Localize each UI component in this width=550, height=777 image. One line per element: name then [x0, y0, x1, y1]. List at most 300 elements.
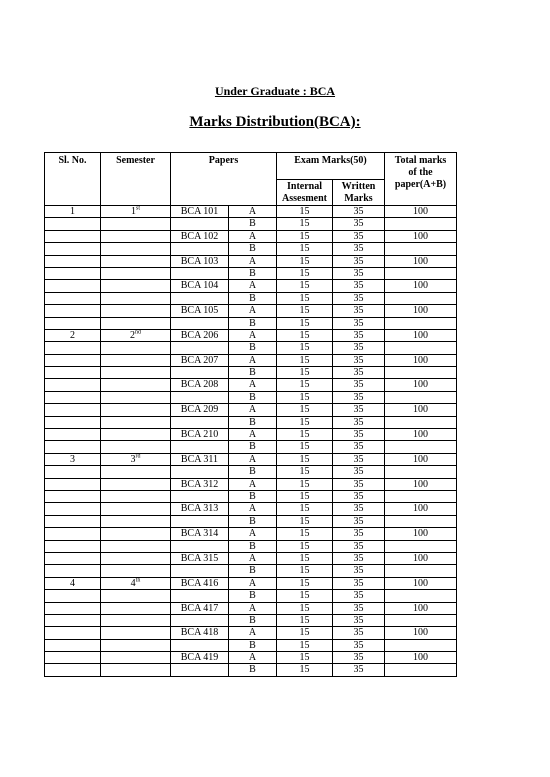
cell-paper-part: B: [229, 664, 277, 676]
cell-internal-marks: 15: [277, 503, 333, 515]
cell-total-marks: [385, 317, 457, 329]
cell-written-marks: 35: [333, 255, 385, 267]
cell-paper-code: BCA 313: [171, 503, 229, 515]
table-row: [45, 379, 457, 391]
cell-paper-code: [171, 515, 229, 527]
table-row: [45, 552, 457, 564]
cell-written-marks: 35: [333, 267, 385, 279]
cell-written-marks: 35: [333, 416, 385, 428]
table-row: [45, 404, 457, 416]
cell-paper-part: B: [229, 515, 277, 527]
table-row: [45, 267, 457, 279]
cell-internal-marks: 15: [277, 404, 333, 416]
cell-sl-no: [45, 342, 101, 354]
cell-semester: [101, 664, 171, 676]
cell-written-marks: 35: [333, 404, 385, 416]
cell-paper-part: B: [229, 639, 277, 651]
cell-paper-code: BCA 312: [171, 478, 229, 490]
cell-internal-marks: 15: [277, 540, 333, 552]
cell-written-marks: 35: [333, 528, 385, 540]
cell-paper-code: BCA 417: [171, 602, 229, 614]
cell-semester: [101, 230, 171, 242]
cell-semester: [101, 391, 171, 403]
cell-paper-code: BCA 418: [171, 627, 229, 639]
cell-paper-code: BCA 416: [171, 577, 229, 589]
table-row: [45, 317, 457, 329]
cell-semester: [101, 206, 171, 218]
cell-internal-marks: 15: [277, 515, 333, 527]
table-row: [45, 441, 457, 453]
cell-total-marks: [385, 664, 457, 676]
cell-written-marks: 35: [333, 652, 385, 664]
header-exam-marks: Exam Marks(50): [277, 153, 385, 180]
cell-sl-no: [45, 664, 101, 676]
cell-semester: [101, 292, 171, 304]
cell-paper-code: BCA 206: [171, 329, 229, 341]
cell-total-marks: [385, 243, 457, 255]
cell-semester: [101, 478, 171, 490]
cell-semester: [101, 515, 171, 527]
cell-internal-marks: 15: [277, 206, 333, 218]
cell-total-marks: [385, 367, 457, 379]
cell-sl-no: [45, 602, 101, 614]
cell-written-marks: 35: [333, 342, 385, 354]
cell-sl-no: [45, 416, 101, 428]
header-written: Written Marks: [333, 180, 385, 206]
cell-paper-code: [171, 466, 229, 478]
cell-paper-code: [171, 391, 229, 403]
cell-total-marks: [385, 639, 457, 651]
cell-paper-part: A: [229, 354, 277, 366]
cell-written-marks: 35: [333, 627, 385, 639]
cell-semester: [101, 528, 171, 540]
cell-paper-part: B: [229, 367, 277, 379]
header-papers: Papers: [171, 153, 277, 206]
cell-total-marks: [385, 441, 457, 453]
cell-sl-no: [45, 292, 101, 304]
cell-paper-part: B: [229, 490, 277, 502]
cell-paper-code: [171, 416, 229, 428]
cell-semester: [101, 329, 171, 341]
cell-total-marks: 100: [385, 453, 457, 465]
cell-paper-part: A: [229, 528, 277, 540]
cell-paper-code: BCA 102: [171, 230, 229, 242]
cell-total-marks: [385, 590, 457, 602]
header-total-marks: Total marks of the paper(A+B): [385, 153, 457, 206]
cell-sl-no: [45, 267, 101, 279]
cell-internal-marks: 15: [277, 429, 333, 441]
cell-sl-no: [45, 441, 101, 453]
cell-sl-no: [45, 478, 101, 490]
cell-total-marks: 100: [385, 379, 457, 391]
cell-paper-code: [171, 590, 229, 602]
cell-total-marks: 100: [385, 305, 457, 317]
cell-paper-code: BCA 105: [171, 305, 229, 317]
cell-paper-code: BCA 210: [171, 429, 229, 441]
semester-ordinal-suffix: th: [135, 577, 141, 584]
cell-paper-code: BCA 208: [171, 379, 229, 391]
semester-number: 1: [130, 206, 136, 217]
cell-written-marks: 35: [333, 367, 385, 379]
cell-semester: [101, 416, 171, 428]
cell-paper-part: B: [229, 565, 277, 577]
cell-sl-no: [45, 218, 101, 230]
cell-semester: [101, 367, 171, 379]
cell-written-marks: 35: [333, 466, 385, 478]
cell-internal-marks: 15: [277, 627, 333, 639]
cell-paper-code: [171, 565, 229, 577]
cell-paper-part: B: [229, 243, 277, 255]
table-row: [45, 429, 457, 441]
cell-semester: [101, 280, 171, 292]
cell-written-marks: 35: [333, 577, 385, 589]
cell-paper-code: BCA 314: [171, 528, 229, 540]
cell-sl-no: [45, 552, 101, 564]
cell-paper-code: BCA 419: [171, 652, 229, 664]
cell-total-marks: [385, 540, 457, 552]
cell-semester: [101, 639, 171, 651]
table-row: [45, 218, 457, 230]
cell-written-marks: 35: [333, 230, 385, 242]
table-row: [45, 367, 457, 379]
cell-semester: [101, 218, 171, 230]
cell-sl-no: [45, 528, 101, 540]
cell-semester: [101, 305, 171, 317]
cell-sl-no: [45, 367, 101, 379]
cell-semester: [101, 429, 171, 441]
cell-semester: [101, 243, 171, 255]
cell-internal-marks: 15: [277, 342, 333, 354]
cell-written-marks: 35: [333, 490, 385, 502]
table-row: [45, 230, 457, 242]
table-row: [45, 329, 457, 341]
cell-written-marks: 35: [333, 218, 385, 230]
heading-text: Under Graduate : BCA: [214, 84, 336, 98]
cell-paper-code: BCA 101: [171, 206, 229, 218]
document-heading: [0, 84, 550, 99]
cell-paper-code: BCA 207: [171, 354, 229, 366]
cell-paper-code: BCA 103: [171, 255, 229, 267]
cell-total-marks: 100: [385, 230, 457, 242]
cell-written-marks: 35: [333, 317, 385, 329]
table-row: [45, 453, 457, 465]
cell-internal-marks: 15: [277, 466, 333, 478]
cell-paper-code: [171, 267, 229, 279]
cell-internal-marks: 15: [277, 416, 333, 428]
cell-written-marks: 35: [333, 602, 385, 614]
cell-written-marks: 35: [333, 540, 385, 552]
cell-paper-part: A: [229, 305, 277, 317]
cell-total-marks: [385, 614, 457, 626]
cell-total-marks: 100: [385, 552, 457, 564]
cell-total-marks: 100: [385, 478, 457, 490]
cell-total-marks: 100: [385, 528, 457, 540]
cell-paper-part: B: [229, 218, 277, 230]
table-row: [45, 416, 457, 428]
cell-semester: [101, 602, 171, 614]
cell-paper-code: BCA 209: [171, 404, 229, 416]
cell-written-marks: 35: [333, 329, 385, 341]
cell-total-marks: [385, 218, 457, 230]
cell-paper-code: [171, 243, 229, 255]
cell-sl-no: [45, 652, 101, 664]
cell-written-marks: 35: [333, 429, 385, 441]
table-row: [45, 602, 457, 614]
marks-distribution-table: [44, 152, 457, 677]
cell-internal-marks: 15: [277, 602, 333, 614]
cell-internal-marks: 15: [277, 243, 333, 255]
cell-sl-no: [45, 639, 101, 651]
cell-written-marks: 35: [333, 664, 385, 676]
cell-paper-part: B: [229, 317, 277, 329]
table-row: [45, 627, 457, 639]
cell-internal-marks: 15: [277, 478, 333, 490]
cell-written-marks: 35: [333, 280, 385, 292]
cell-internal-marks: 15: [277, 292, 333, 304]
table-row: [45, 540, 457, 552]
cell-paper-code: [171, 367, 229, 379]
cell-sl-no: [45, 391, 101, 403]
cell-semester: [101, 354, 171, 366]
cell-total-marks: 100: [385, 206, 457, 218]
cell-sl-no: [45, 614, 101, 626]
cell-paper-part: B: [229, 590, 277, 602]
cell-semester: [101, 652, 171, 664]
cell-paper-part: A: [229, 255, 277, 267]
cell-written-marks: 35: [333, 565, 385, 577]
cell-paper-part: B: [229, 614, 277, 626]
cell-semester: [101, 552, 171, 564]
cell-semester: [101, 267, 171, 279]
cell-internal-marks: 15: [277, 639, 333, 651]
cell-total-marks: 100: [385, 652, 457, 664]
cell-semester: [101, 614, 171, 626]
cell-paper-code: [171, 218, 229, 230]
table-row: [45, 503, 457, 515]
cell-paper-part: A: [229, 602, 277, 614]
cell-internal-marks: 15: [277, 305, 333, 317]
cell-total-marks: [385, 267, 457, 279]
cell-internal-marks: 15: [277, 490, 333, 502]
cell-semester: [101, 627, 171, 639]
cell-total-marks: 100: [385, 404, 457, 416]
cell-sl-no: [45, 230, 101, 242]
cell-semester: [101, 577, 171, 589]
cell-internal-marks: 15: [277, 528, 333, 540]
cell-total-marks: [385, 391, 457, 403]
header-internal: Internal Assesment: [277, 180, 333, 206]
cell-paper-code: BCA 315: [171, 552, 229, 564]
cell-sl-no: [45, 354, 101, 366]
cell-sl-no: [45, 429, 101, 441]
cell-sl-no: [45, 490, 101, 502]
cell-written-marks: 35: [333, 478, 385, 490]
cell-internal-marks: 15: [277, 267, 333, 279]
cell-written-marks: 35: [333, 453, 385, 465]
cell-sl-no: 4: [45, 577, 101, 589]
cell-semester: [101, 404, 171, 416]
cell-semester: [101, 342, 171, 354]
cell-internal-marks: 15: [277, 280, 333, 292]
cell-semester: [101, 503, 171, 515]
cell-total-marks: [385, 515, 457, 527]
cell-internal-marks: 15: [277, 590, 333, 602]
semester-ordinal-suffix: st: [135, 205, 140, 212]
semester-number: 3: [130, 453, 136, 465]
cell-internal-marks: 15: [277, 652, 333, 664]
cell-semester: [101, 379, 171, 391]
table-row: [45, 639, 457, 651]
cell-total-marks: 100: [385, 627, 457, 639]
cell-paper-part: A: [229, 577, 277, 589]
cell-total-marks: 100: [385, 255, 457, 267]
table-row: [45, 354, 457, 366]
cell-total-marks: 100: [385, 503, 457, 515]
cell-internal-marks: 15: [277, 379, 333, 391]
semester-ordinal-suffix: nd: [135, 329, 141, 336]
cell-paper-part: A: [229, 552, 277, 564]
cell-sl-no: [45, 503, 101, 515]
table-row: [45, 652, 457, 664]
cell-paper-part: A: [229, 453, 277, 465]
cell-paper-part: A: [229, 503, 277, 515]
table-row: [45, 292, 457, 304]
cell-semester: [101, 540, 171, 552]
cell-internal-marks: 15: [277, 391, 333, 403]
cell-sl-no: [45, 305, 101, 317]
cell-total-marks: [385, 466, 457, 478]
cell-sl-no: [45, 590, 101, 602]
cell-internal-marks: 15: [277, 441, 333, 453]
cell-internal-marks: 15: [277, 230, 333, 242]
cell-paper-code: [171, 342, 229, 354]
cell-semester: [101, 255, 171, 267]
cell-internal-marks: 15: [277, 317, 333, 329]
cell-paper-code: [171, 292, 229, 304]
table-row: [45, 590, 457, 602]
table-row: [45, 478, 457, 490]
table-row: [45, 515, 457, 527]
table-row: [45, 614, 457, 626]
cell-written-marks: 35: [333, 639, 385, 651]
cell-internal-marks: 15: [277, 577, 333, 589]
cell-written-marks: 35: [333, 305, 385, 317]
cell-internal-marks: 15: [277, 614, 333, 626]
cell-written-marks: 35: [333, 379, 385, 391]
cell-sl-no: [45, 627, 101, 639]
cell-sl-no: 2: [45, 329, 101, 341]
cell-internal-marks: 15: [277, 255, 333, 267]
table-row: [45, 466, 457, 478]
cell-paper-part: A: [229, 379, 277, 391]
cell-internal-marks: 15: [277, 552, 333, 564]
header-row: [45, 153, 457, 180]
table-row: [45, 664, 457, 676]
cell-written-marks: 35: [333, 292, 385, 304]
cell-paper-code: [171, 441, 229, 453]
cell-paper-code: BCA 311: [171, 453, 229, 465]
cell-written-marks: 35: [333, 614, 385, 626]
cell-paper-part: B: [229, 441, 277, 453]
semester-number: 2: [130, 329, 135, 341]
table-row: [45, 490, 457, 502]
cell-paper-part: B: [229, 292, 277, 304]
header-semester: Semester: [101, 153, 171, 206]
header-sl-no: Sl. No.: [45, 153, 101, 206]
cell-paper-part: A: [229, 206, 277, 218]
cell-written-marks: 35: [333, 590, 385, 602]
table-row: [45, 342, 457, 354]
cell-internal-marks: 15: [277, 664, 333, 676]
cell-total-marks: 100: [385, 329, 457, 341]
cell-semester: [101, 466, 171, 478]
cell-paper-part: A: [229, 429, 277, 441]
cell-paper-part: A: [229, 329, 277, 341]
cell-paper-code: BCA 104: [171, 280, 229, 292]
table-row: [45, 391, 457, 403]
cell-paper-part: B: [229, 342, 277, 354]
cell-internal-marks: 15: [277, 367, 333, 379]
cell-written-marks: 35: [333, 503, 385, 515]
cell-paper-part: B: [229, 267, 277, 279]
cell-paper-code: [171, 490, 229, 502]
cell-semester: [101, 441, 171, 453]
cell-paper-part: A: [229, 627, 277, 639]
cell-written-marks: 35: [333, 354, 385, 366]
cell-semester: [101, 490, 171, 502]
cell-paper-part: B: [229, 466, 277, 478]
cell-paper-code: [171, 664, 229, 676]
cell-semester: [101, 317, 171, 329]
subheading-text: Marks Distribution(BCA):: [189, 114, 361, 130]
cell-total-marks: [385, 565, 457, 577]
semester-number: 4: [130, 577, 136, 589]
cell-internal-marks: 15: [277, 354, 333, 366]
cell-internal-marks: 15: [277, 218, 333, 230]
cell-written-marks: 35: [333, 441, 385, 453]
cell-written-marks: 35: [333, 206, 385, 218]
cell-sl-no: [45, 466, 101, 478]
cell-total-marks: [385, 490, 457, 502]
table-row: [45, 206, 457, 218]
cell-total-marks: 100: [385, 429, 457, 441]
cell-paper-code: [171, 614, 229, 626]
cell-paper-code: [171, 639, 229, 651]
cell-written-marks: 35: [333, 552, 385, 564]
cell-sl-no: 3: [45, 453, 101, 465]
cell-paper-part: B: [229, 416, 277, 428]
cell-semester: [101, 565, 171, 577]
table-row: [45, 565, 457, 577]
cell-written-marks: 35: [333, 243, 385, 255]
cell-total-marks: [385, 292, 457, 304]
cell-semester: [101, 453, 171, 465]
cell-paper-part: B: [229, 540, 277, 552]
cell-paper-part: A: [229, 280, 277, 292]
cell-sl-no: [45, 280, 101, 292]
cell-paper-part: A: [229, 478, 277, 490]
table-row: [45, 280, 457, 292]
cell-total-marks: 100: [385, 280, 457, 292]
cell-total-marks: [385, 342, 457, 354]
table-row: [45, 255, 457, 267]
cell-total-marks: 100: [385, 602, 457, 614]
cell-sl-no: [45, 404, 101, 416]
cell-paper-part: A: [229, 652, 277, 664]
table-body: [45, 206, 457, 677]
cell-sl-no: 1: [45, 206, 101, 218]
cell-sl-no: [45, 243, 101, 255]
